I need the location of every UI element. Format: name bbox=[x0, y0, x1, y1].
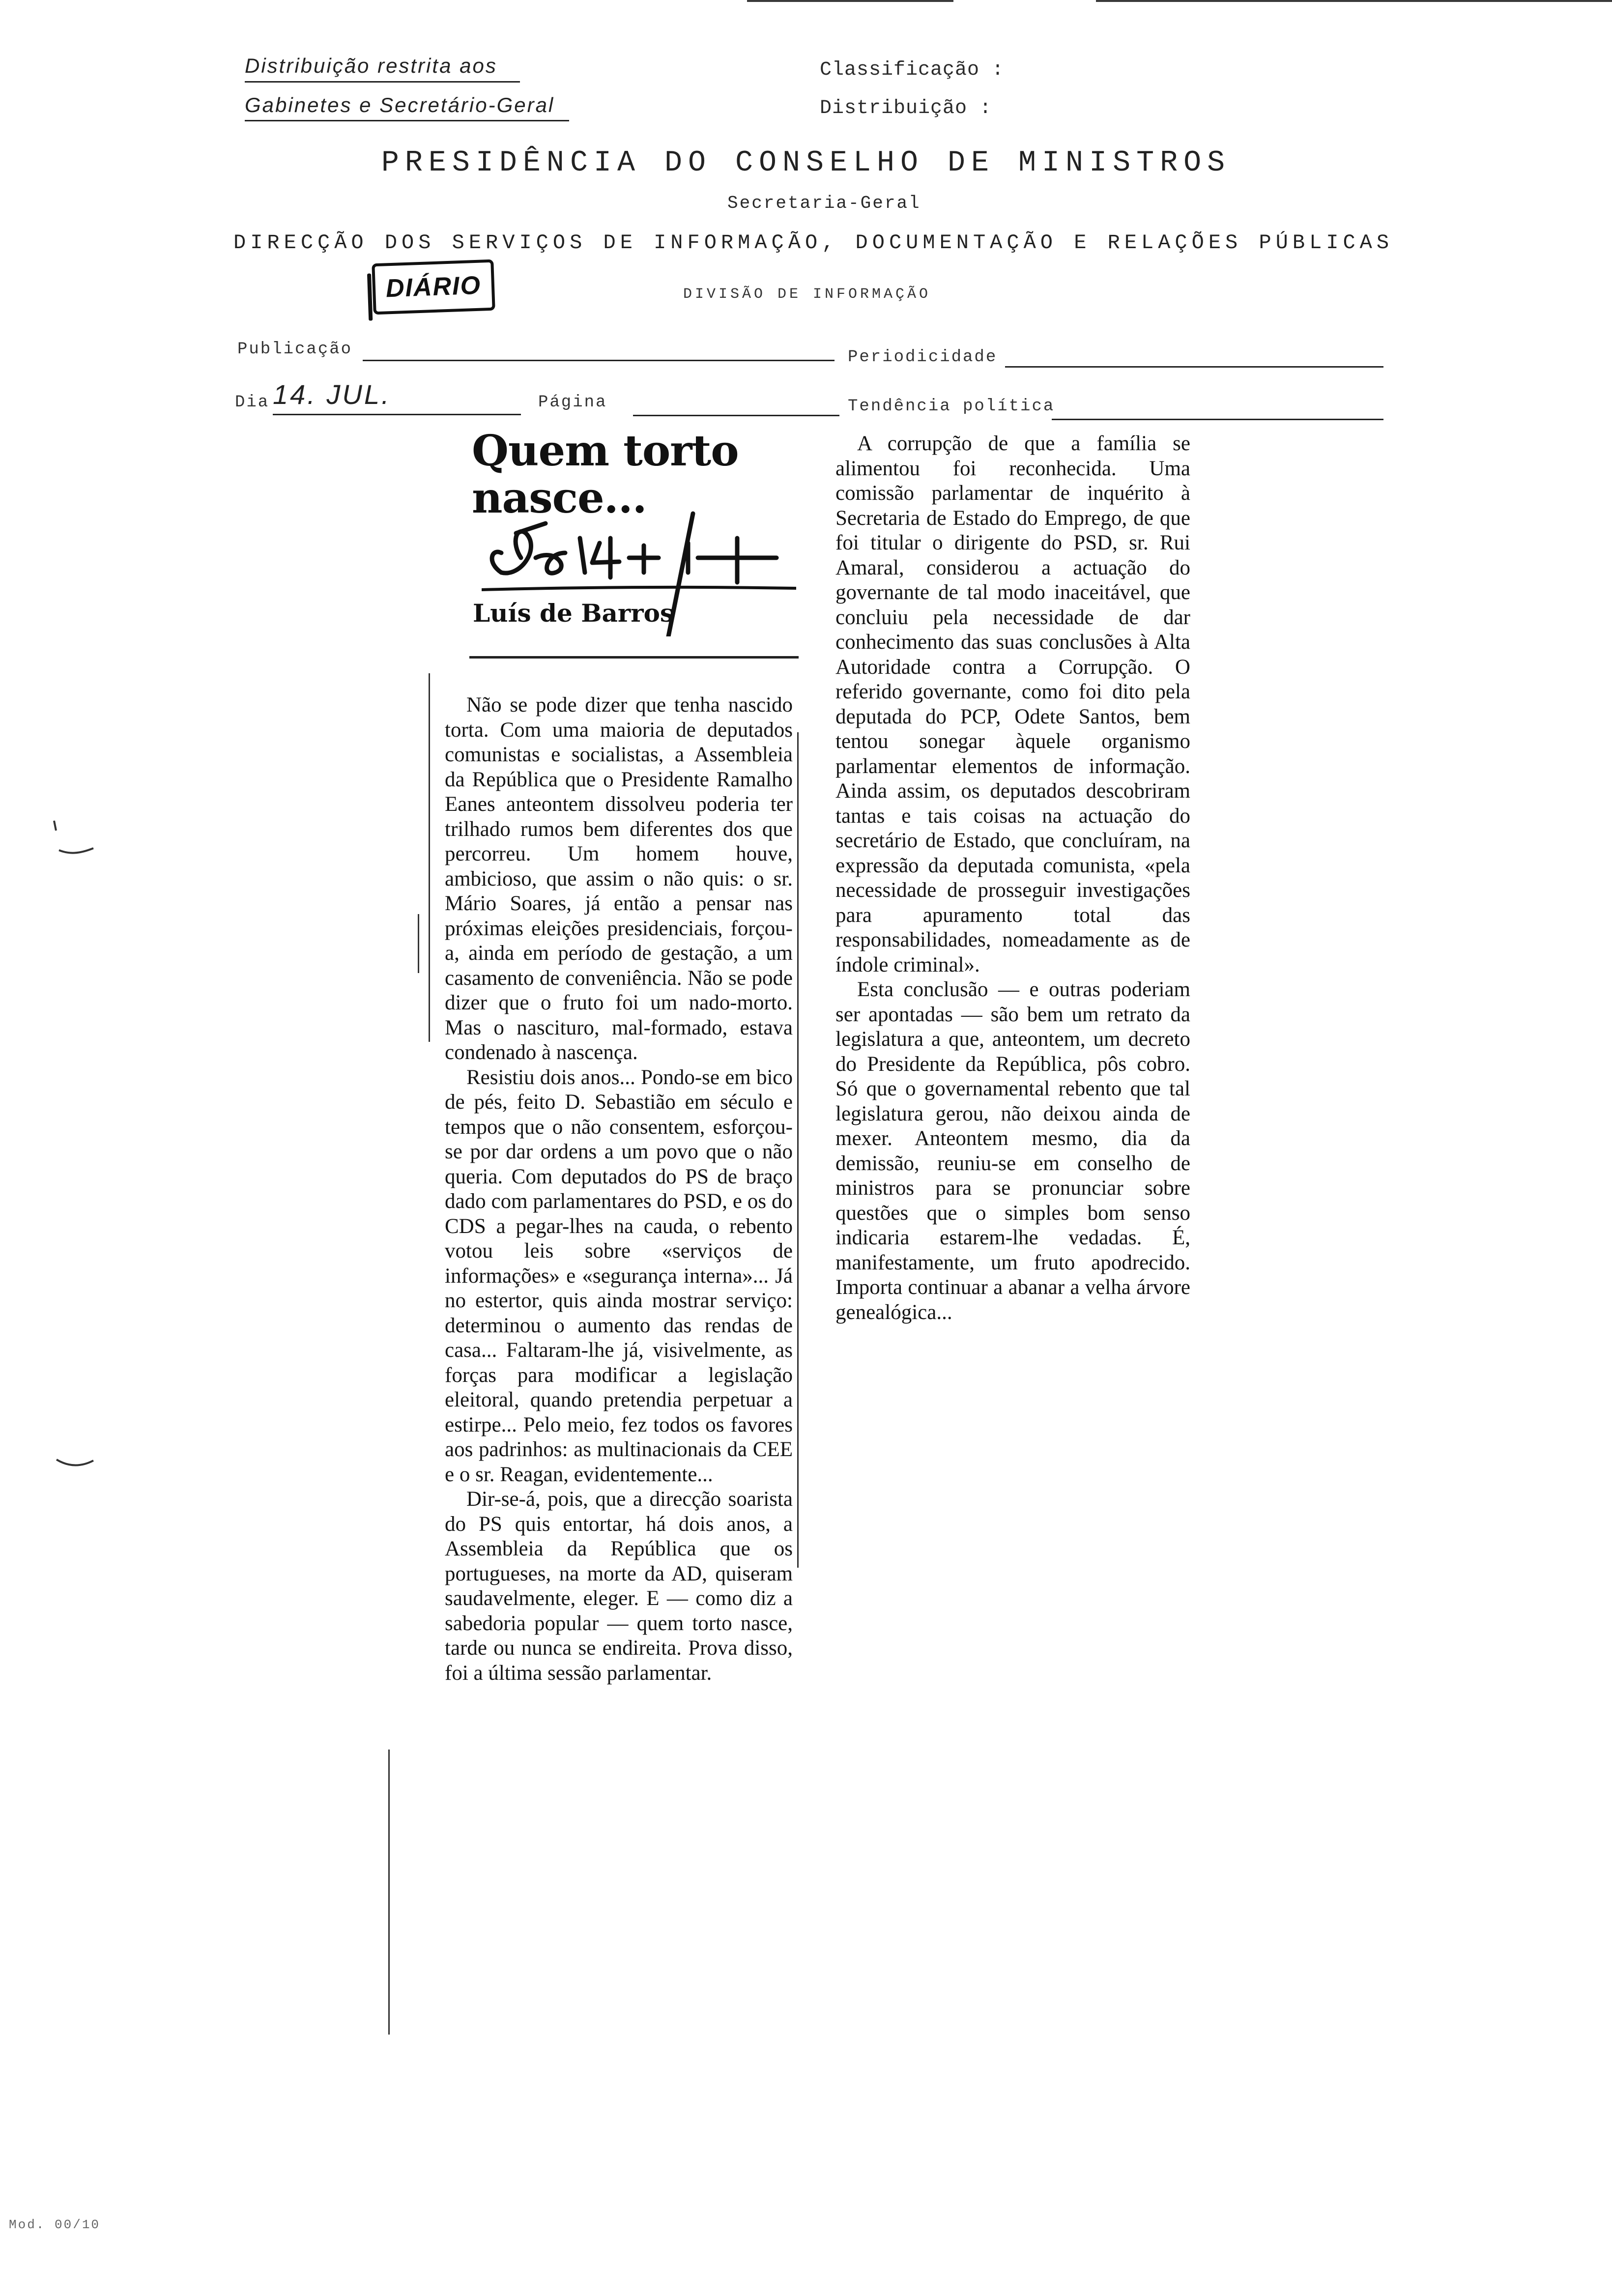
pagina-label: Página bbox=[538, 393, 607, 412]
publicacao-label: Publicação bbox=[237, 340, 353, 359]
column-rule bbox=[388, 1750, 390, 2035]
article-title-line2: nasce... bbox=[472, 473, 647, 523]
classificacao-label: Classificação : bbox=[820, 59, 1005, 81]
tendencia-field-line bbox=[1052, 419, 1383, 420]
distribuicao-label: Distribuição : bbox=[820, 97, 992, 119]
periodicidade-field-line bbox=[1005, 366, 1383, 368]
dia-field-line bbox=[273, 414, 521, 415]
model-code: Mod. 00/10 bbox=[9, 2217, 101, 2232]
secretaria-geral: Secretaria-Geral bbox=[727, 193, 921, 213]
restricted-distribution-line1: Distribuição restrita aos bbox=[245, 54, 497, 77]
column-rule bbox=[418, 914, 419, 973]
header-rule bbox=[245, 120, 569, 121]
dia-label: Dia bbox=[235, 393, 270, 412]
divisao-informacao: DIVISÃO DE INFORMAÇÃO bbox=[683, 286, 931, 303]
article-title-line1: Quem torto bbox=[472, 426, 739, 476]
tendencia-label: Tendência política bbox=[848, 397, 1055, 416]
article-paragraph: Não se pode dizer que tenha nascido torta. Com uma maioria de deputados comunistas e socialistas, a Assembleia da República que o Presidente Ramalho Eanes anteontem dissolveu poderia ter trilhado rumos bem diferentes dos que percorreu. Um homem houve, ambicioso, que assim o não quis: o sr. Mário Soares, já então a pensar nas próximas eleições presidenciais, forçou-a, ainda em período de gestação, a um casamento de conveniência. Não se pode dizer que o fruto foi um nado-morto. Mas o nascituro, mal-formado, estava condenado à nascença. bbox=[445, 693, 793, 1064]
scan-edge-line bbox=[747, 0, 953, 2]
column-rule bbox=[797, 732, 799, 1568]
periodicidade-label: Periodicidade bbox=[848, 348, 998, 367]
diario-stamp: DIÁRIO bbox=[372, 259, 495, 315]
byline-rule bbox=[469, 656, 799, 659]
article-column-1 bbox=[445, 693, 793, 1686]
dia-value: 14. JUL. bbox=[273, 379, 391, 410]
scan-edge-line bbox=[1096, 0, 1612, 2]
presidencia-title: PRESIDÊNCIA DO CONSELHO DE MINISTROS bbox=[381, 146, 1231, 180]
article-author: Luís de Barros bbox=[473, 599, 674, 628]
publicacao-field-line bbox=[363, 360, 835, 361]
column-rule bbox=[429, 673, 430, 1042]
article-paragraph: A corrupção de que a família se alimentou foi reconhecida. Uma comissão parlamentar de inquérito à Secretaria de Estado do Emprego, de que foi titular o dirigente do PSD, sr. Rui Amaral, considerou a actuação do governante de tal modo inaceitável, que concluiu pela necessidade de dar conhecimento das suas conclusões à Alta Autoridade contra a Corrupção. O referido governante, como foi dito pela deputada do PCP, Odete Santos, bem tentou sonegar àquele organismo parlamentar elementos de informação. Ainda assim, os deputados descobriram tantas e tais coisas na actuação do secretário de Estado, que concluíram, na expressão da deputada comunista, «pela necessidade de prosseguir investigações para apuramento total das responsabilidades, nomeadamente as de índole criminal». bbox=[835, 432, 1190, 976]
article-paragraph: Esta conclusão — e outras poderiam ser apontadas — são bem um retrato da legislatura a que, anteontem, um decreto do Presidente da República, pôs cobro. Só que o governamental rebento que tal legislatura gerou, não deixou ainda de mexer. Anteontem mesmo, dia da demissão, reuniu-se em conselho de ministros para se pronunciar sobre questões que o simples bom senso indicaria estarem-lhe vedadas. É, manifestamente, um fruto apodrecido. Importa continuar a abanar a velha árvore genealógica... bbox=[835, 978, 1190, 1324]
margin-mark bbox=[49, 816, 103, 860]
article-column-2 bbox=[835, 431, 1190, 1325]
article-paragraph: Resistiu dois anos... Pondo-se em bico de pés, feito D. Sebastião em século e tempos que o não consentem, esforçou-se por dar ordens a um povo que o não queria. Com deputados do PS de braço dado com parlamentares do PSD, e os do CDS a pegar-lhes na cauda, o rebento votou leis sobre «serviços de informações» e «segurança interna»... Já no estertor, quis ainda mostrar serviço: determinou o aumento das rendas de casa... Faltaram-lhe já, visivelmente, as forças para modificar a legislação eleitoral, quando pretendia perpetuar a estirpe... Pelo meio, fez todos os favores aos padrinhos: as multinacionais da CEE e o sr. Reagan, evidentemente... bbox=[445, 1065, 793, 1486]
pagina-field-line bbox=[633, 415, 839, 416]
article-paragraph: Dir-se-á, pois, que a direcção soarista do PS quis entortar, há dois anos, a Assembleia da República que os portugueses, na morte da AD, quiseram saudavelmente, eleger. E — como diz a sabedoria popular — quem torto nasce, tarde ou nunca se endireita. Prova disso, foi a última sessão parlamentar. bbox=[445, 1488, 793, 1685]
header-rule bbox=[245, 81, 520, 83]
direccao-servicos: DIRECÇÃO DOS SERVIÇOS DE INFORMAÇÃO, DOCUMENTAÇÃO E RELAÇÕES PÚBLICAS bbox=[233, 231, 1394, 255]
restricted-distribution-line2: Gabinetes e Secretário-Geral bbox=[245, 93, 555, 116]
margin-mark bbox=[54, 1455, 98, 1474]
